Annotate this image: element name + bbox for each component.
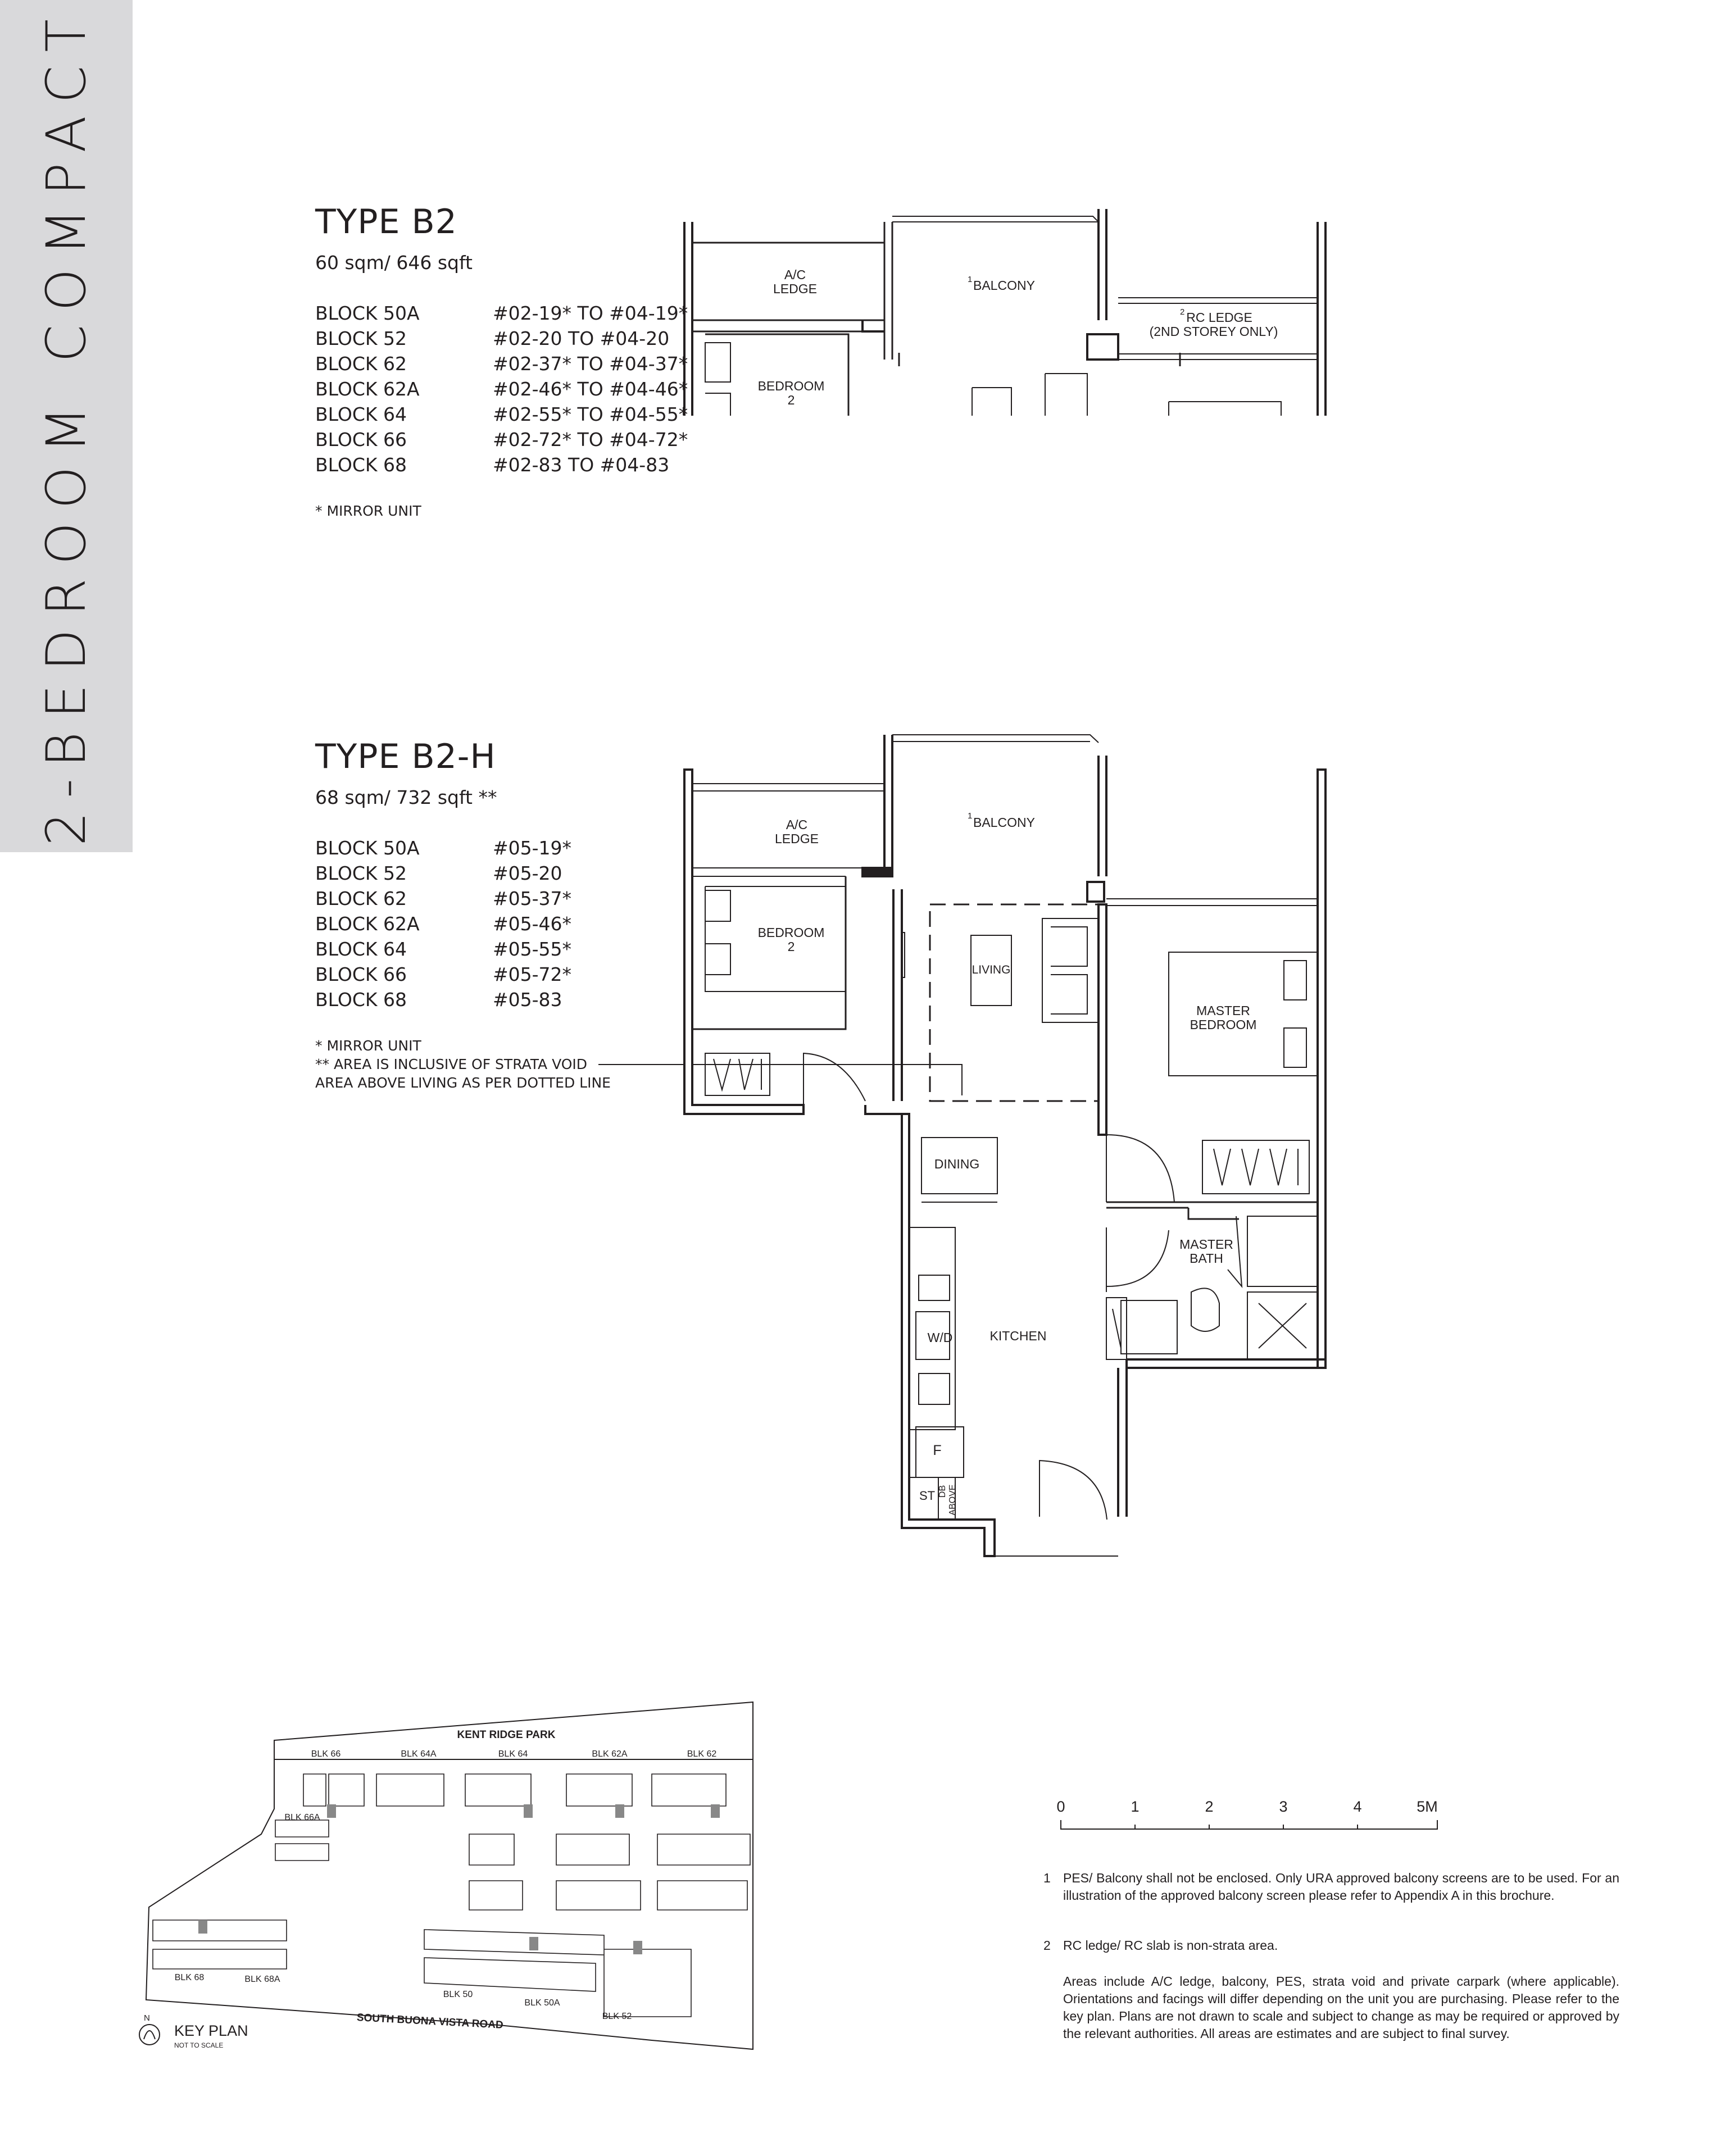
scale-tick-3: 3 (1279, 1798, 1288, 1815)
living-label: LIVING (972, 963, 1011, 976)
block-name: BLOCK 50A (315, 837, 420, 859)
unit-number: #05-55* (493, 938, 572, 960)
type-b2h-title: TYPE B2-H (315, 737, 496, 776)
db-label: DB (938, 1485, 947, 1498)
footnote-2 (1043, 1937, 1619, 1954)
key-plan-subtitle: NOT TO SCALE (174, 2041, 224, 2049)
type-b2h-area: 68 sqm/ 732 sqft ** (315, 786, 497, 808)
key-plan-blk-66a: BLK 66A (284, 1813, 320, 1822)
key-plan-blk-68: BLK 68 (174, 1973, 205, 1982)
block-name: BLOCK 68 (315, 454, 407, 476)
master-bath-label-1: MASTER (1179, 1237, 1233, 1252)
block-name: BLOCK 68 (315, 989, 407, 1011)
master-bath-label-2: BATH (1190, 1251, 1223, 1266)
type-b2-unit-list (493, 301, 688, 477)
unit-range: #02-19* TO #04-19* (493, 302, 688, 324)
key-plan-blk-52: BLK 52 (602, 2012, 632, 2021)
washer-dryer-label: W/D (927, 1330, 953, 1345)
mirror-unit-note: * MIRROR UNIT (315, 1038, 421, 1054)
type-b2h-unit-list (493, 835, 571, 1012)
type-b2h-block-list (315, 835, 420, 1012)
unit-range: #02-55* TO #04-55* (493, 403, 688, 425)
dining-label: DINING (934, 1157, 980, 1171)
store-label: ST (919, 1489, 936, 1503)
fridge-label: F (933, 1443, 942, 1458)
area-disclaimer (1043, 1973, 1619, 2043)
b2h-ac-ledge-label-1: A/C (786, 817, 808, 832)
b2h-ac-ledge-label-2: LEDGE (775, 831, 819, 846)
b2-bedroom-number: 2 (787, 393, 795, 407)
kitchen-label: KITCHEN (989, 1329, 1047, 1343)
b2-ac-ledge-label-1: A/C (784, 267, 806, 282)
unit-number: #05-83 (493, 989, 562, 1011)
db-above-label: ABOVE (948, 1484, 957, 1516)
side-title: 2-BEDROOM COMPACT (35, 6, 98, 846)
b2h-balcony-label: BALCONY (973, 815, 1035, 830)
key-plan-blk-50a: BLK 50A (524, 1998, 560, 2008)
type-b2h-floor-plan (590, 725, 1354, 1573)
key-plan-blk-66: BLK 66 (311, 1749, 341, 1759)
type-b2-mirror-note: * MIRROR UNIT (315, 503, 421, 519)
key-plan-blk-64a: BLK 64A (401, 1749, 437, 1759)
scale-tick-0: 0 (1056, 1798, 1065, 1815)
b2-rc-ledge-note: (2ND STOREY ONLY) (1149, 324, 1278, 339)
unit-number: #05-20 (493, 862, 562, 884)
key-plan-blk-64: BLK 64 (498, 1749, 528, 1759)
b2-ac-ledge-label-2: LEDGE (773, 281, 817, 296)
footnote-2-text: RC ledge/ RC slab is non-strata area. (1063, 1938, 1278, 1953)
block-name: BLOCK 62 (315, 888, 407, 909)
master-bedroom-label-1: MASTER (1196, 1003, 1250, 1018)
unit-number: #05-46* (493, 913, 572, 935)
b2-bedroom-label: BEDROOM (757, 379, 825, 393)
block-name: BLOCK 66 (315, 963, 407, 985)
unit-range: #02-46* TO #04-46* (493, 378, 688, 400)
unit-range: #02-37* TO #04-37* (493, 353, 688, 375)
key-plan-blk-50: BLK 50 (443, 1990, 473, 1999)
b2-rc-ledge-label: RC LEDGE (1186, 310, 1252, 325)
scale-bar (1045, 1792, 1461, 1837)
block-name: BLOCK 52 (315, 328, 407, 349)
b2-balcony-label: BALCONY (973, 278, 1035, 293)
unit-number: #05-37* (493, 888, 572, 909)
unit-number: #05-19* (493, 837, 572, 859)
b2h-balcony-footnote-ref: 1 (968, 811, 973, 821)
unit-number: #05-72* (493, 963, 572, 985)
type-b2-title: TYPE B2 (315, 202, 457, 242)
b2-rc-footnote-ref: 2 (1180, 307, 1185, 317)
block-name: BLOCK 64 (315, 938, 407, 960)
block-name: BLOCK 62A (315, 913, 420, 935)
footnote-1 (1043, 1870, 1619, 1904)
footnote-1-number: 1 (1043, 1871, 1051, 1885)
block-name: BLOCK 66 (315, 429, 407, 451)
key-plan (112, 1696, 770, 2056)
key-plan-blk-68a: BLK 68A (244, 1975, 280, 1984)
block-name: BLOCK 62 (315, 353, 407, 375)
b2h-bedroom-number: 2 (787, 939, 795, 954)
scale-tick-5m: 5M (1417, 1798, 1438, 1815)
key-plan-title: KEY PLAN (174, 2022, 248, 2039)
footnote-1-text: PES/ Balcony shall not be enclosed. Only URA approved balcony screens are to be used. For an illustration of the approved balcony screen please refer to Appendix A in this brochure. (1063, 1871, 1619, 1903)
key-plan-blk-62a: BLK 62A (592, 1749, 628, 1759)
b2h-bedroom-label: BEDROOM (757, 925, 825, 940)
scale-tick-2: 2 (1205, 1798, 1214, 1815)
unit-range: #02-20 TO #04-20 (493, 328, 670, 349)
footnote-2-number: 2 (1043, 1938, 1051, 1953)
north-icon (139, 2025, 160, 2045)
key-plan-park-label: KENT RIDGE PARK (457, 1729, 556, 1741)
b2-balcony-footnote-ref: 1 (968, 275, 973, 284)
strata-void-note: ** AREA IS INCLUSIVE OF STRATA VOID (315, 1056, 588, 1072)
block-name: BLOCK 62A (315, 378, 420, 400)
scale-tick-1: 1 (1131, 1798, 1140, 1815)
block-name: BLOCK 50A (315, 302, 420, 324)
key-plan-blk-62: BLK 62 (687, 1749, 717, 1759)
unit-range: #02-72* TO #04-72* (493, 429, 688, 451)
key-plan-road-label: SOUTH BUONA VISTA ROAD (356, 2012, 504, 2031)
area-disclaimer-text: Areas include A/C ledge, balcony, PES, strata void and private carpark (where applicable). Orientations and facings will differ depending on the unit you are purchasing. Please refer to the key plan. Plans are not drawn to scale and subject to change as may be required or approved by the relevant authorities. All areas are estimates and are subject to final survey. (1063, 1974, 1619, 2041)
dotted-line-note: AREA ABOVE LIVING AS PER DOTTED LINE (315, 1075, 611, 1091)
north-label: N (144, 2013, 150, 2023)
type-b2h-notes (315, 1036, 611, 1092)
master-bedroom-label-2: BEDROOM (1190, 1017, 1257, 1032)
block-name: BLOCK 64 (315, 403, 407, 425)
type-b2-floor-plan (663, 202, 1337, 421)
scale-tick-4: 4 (1353, 1798, 1362, 1815)
block-name: BLOCK 52 (315, 862, 407, 884)
type-b2-block-list (315, 301, 420, 477)
unit-range: #02-83 TO #04-83 (493, 454, 670, 476)
type-b2-area: 60 sqm/ 646 sqft (315, 252, 473, 274)
